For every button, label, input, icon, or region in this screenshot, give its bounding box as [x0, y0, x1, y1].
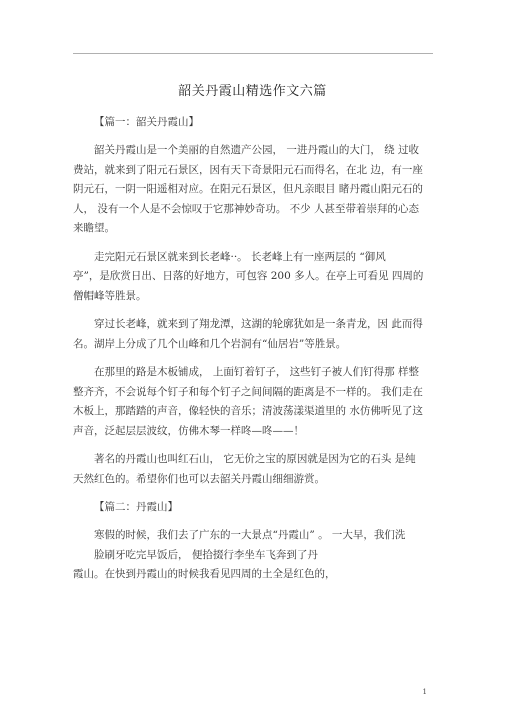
- paragraph: [73, 450, 433, 489]
- header-rule: [73, 53, 433, 54]
- text-line: 木板上，那踏踏的声音，像轻快的音乐；清波荡漾渠道里的 水仿佛听见了这: [73, 405, 423, 417]
- text-line: 寒假的时候，我们去了广东的一大景点“丹霞山” 。 一大早，我们洗: [94, 529, 406, 541]
- paragraph: [73, 141, 433, 239]
- text-line: 穿过长老峰，就来到了翔龙潭，这湖的轮廓犹如是一条青龙，因 此而得: [94, 318, 423, 330]
- text-line: 亭”，是欣赏日出、日落的好地方，可包容 200 多人。在亭上可看见 四周的: [73, 270, 424, 282]
- text-line: 名。湖岸上分成了几个山峰和几个岩洞有“仙居岩”等胜景。: [73, 337, 347, 350]
- text-line: 在那里的路是木板铺成， 上面钉着钉子， 这些钉子被人们钉得那 样整: [94, 366, 420, 378]
- text-line: 整齐齐，不会说每个钉子和每个钉子之间间隔的距离是不一样的。 我们走在: [73, 385, 423, 398]
- paragraph: [73, 526, 433, 585]
- text-line: 费站，就来到了阳元石景区，因有天下奇景阳元石而得名，在北 边，有一座: [73, 163, 423, 176]
- document-title: 韶关丹霞山精选作文六篇: [178, 84, 327, 99]
- text-line: 著名的丹霞山也叫红石山， 它无价之宝的原因就是因为它的石头 是纯: [94, 453, 416, 465]
- document-body: [73, 113, 433, 585]
- page-number: 1: [422, 688, 427, 696]
- text-line: 人， 没有一个人是不会惊叹于它那神妙奇功。 不少 人甚至带着崇拜的心态: [73, 202, 420, 215]
- text-line: 阴元石，一阴一阳遥相对应。在阳元石景区，但凡亲眼目 睹丹霞山阳元石的: [73, 183, 423, 195]
- section-heading: 【篇二：丹霞山】: [94, 501, 178, 513]
- text-line: 走完阳元石景区就来到长老峰··。 长老峰上有一座两层的 “御风: [94, 250, 386, 263]
- text-line: 韶关丹霞山是一个美丽的自然遗产公园， 一进丹霞山的大门， 绕 过收: [94, 144, 420, 156]
- text-line: 声音，泛起层层波纹，仿佛木琴一样咚—咚——！: [73, 424, 304, 437]
- text-line: 来瞻望。: [73, 222, 115, 234]
- text-line: 霞山。在快到丹霞山的时候我看见四周的土全是红色的，: [73, 568, 336, 580]
- text-line: 僧帽峰等胜景。: [73, 289, 147, 302]
- text-line: 脸刷牙吃完早饭后， 便拾掇行李坐车飞奔到了丹: [94, 548, 318, 561]
- paragraph: [73, 315, 433, 354]
- text-line: 天然红色的。希望你们也可以去韶关丹霞山细细游赏。: [73, 472, 325, 485]
- section-heading: 【篇一：韶关丹霞山】: [94, 116, 199, 128]
- paragraph: [73, 363, 433, 441]
- paragraph: [73, 248, 433, 307]
